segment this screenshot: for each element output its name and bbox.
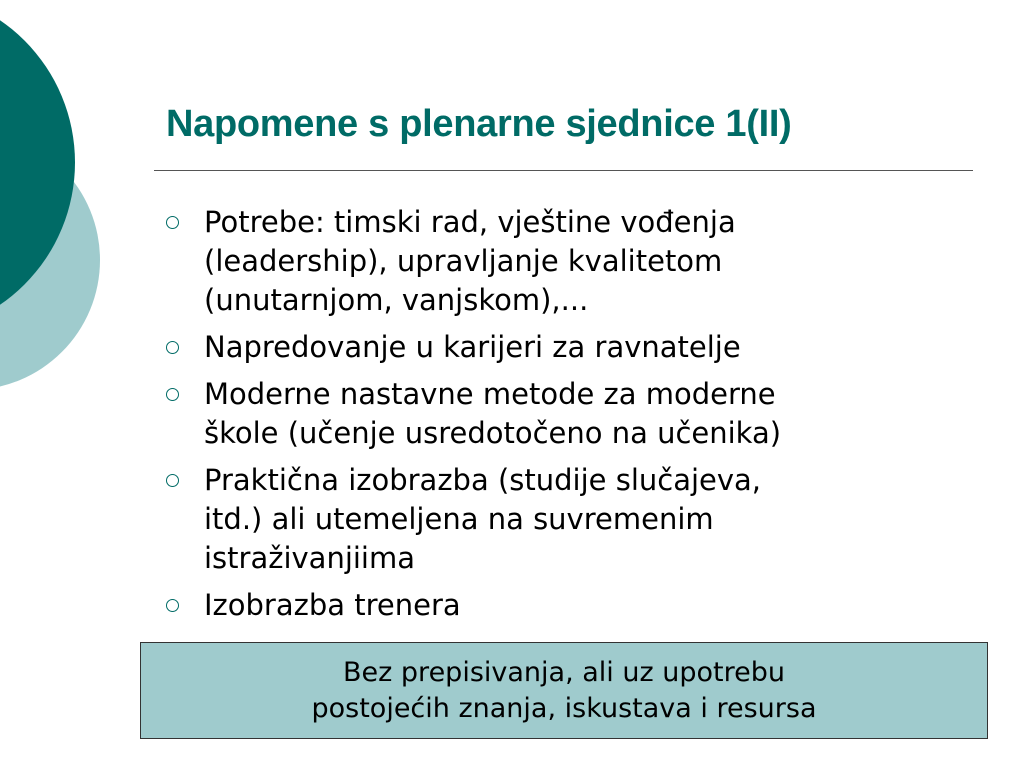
hollow-circle-bullet-icon [166, 599, 179, 612]
bullet-item [164, 203, 964, 320]
hollow-circle-bullet-icon [166, 341, 179, 354]
bullet-text: Potrebe: timski rad, vještine vođenja (leadership), upravljanje kvalitetom (unutarnjom, vanjskom),... [204, 205, 736, 317]
hollow-circle-bullet-icon [166, 216, 179, 229]
bullet-text: Moderne nastavne metode za moderne škole (učenje usredotočeno na učenika) [204, 377, 782, 450]
bullet-item [164, 328, 964, 367]
hollow-circle-bullet-icon [166, 388, 179, 401]
bullet-list [164, 203, 964, 633]
bullet-item [164, 375, 964, 453]
slide-title: Napomene s plenarne sjednice 1(II) [166, 103, 792, 145]
bullet-text: Izobrazba trenera [204, 588, 461, 622]
bullet-item [164, 586, 964, 625]
callout-box [140, 642, 988, 739]
hollow-circle-bullet-icon [166, 474, 179, 487]
title-divider [154, 170, 973, 171]
callout-line-1: Bez prepisivanja, ali uz upotrebu [343, 656, 785, 688]
bullet-text: Napredovanje u karijeri za ravnatelje [204, 330, 741, 364]
bullet-text: Praktična izobrazba (studije slučajeva, itd.) ali utemeljena na suvremenim istraživanjiima [204, 463, 762, 575]
callout-line-2: postojećih znanja, iskustava i resursa [311, 692, 817, 724]
bullet-item [164, 461, 964, 578]
